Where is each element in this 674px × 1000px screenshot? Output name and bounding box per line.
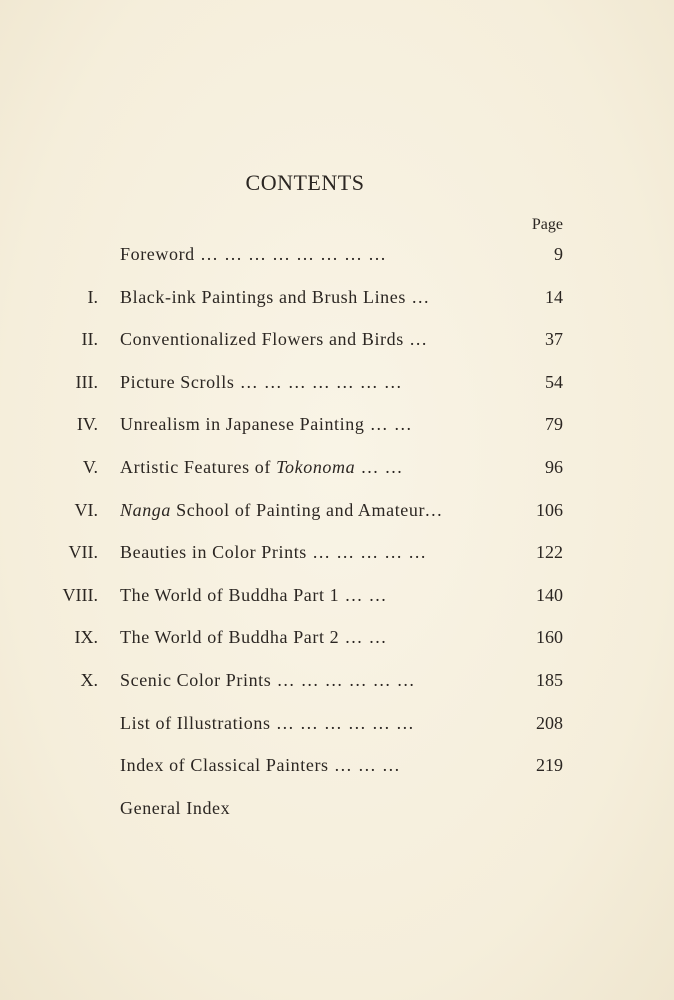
dot-leaders: ... ... ... ... ... ... ... xyxy=(234,371,403,392)
toc-entry xyxy=(0,582,674,608)
toc-entry xyxy=(0,326,674,352)
title-part: Picture Scrolls xyxy=(120,371,235,392)
chapter-number: VIII. xyxy=(62,584,98,605)
chapter-title xyxy=(120,454,520,480)
page-number: 79 xyxy=(545,414,563,435)
page-number: 160 xyxy=(536,627,563,648)
page-number: 208 xyxy=(536,712,563,733)
page-number: 37 xyxy=(545,329,563,350)
title-part: Artistic Features of xyxy=(120,457,277,477)
chapter-number: I. xyxy=(87,286,98,307)
toc-entry xyxy=(0,752,674,778)
chapter-title xyxy=(120,582,520,608)
title-part: General Index xyxy=(120,797,231,818)
toc-entry xyxy=(0,667,674,693)
title-part: Black-ink Paintings and Brush Lines xyxy=(120,286,406,307)
chapter-title xyxy=(120,539,520,565)
page-title: CONTENTS xyxy=(245,170,365,195)
dot-leaders: ... ... ... ... ... ... xyxy=(270,712,415,733)
page-number: 54 xyxy=(545,371,563,392)
italic-title-part: Nanga xyxy=(120,499,172,520)
page-number: 14 xyxy=(545,286,563,307)
chapter-title xyxy=(120,795,520,821)
chapter-title xyxy=(120,497,520,523)
dot-leaders: ... ... xyxy=(364,414,413,435)
title-part: Foreword xyxy=(120,244,195,264)
chapter-title xyxy=(120,326,520,352)
page-number: 106 xyxy=(536,499,563,520)
page-number: 219 xyxy=(536,755,563,776)
page-column-label: Page xyxy=(531,216,563,233)
dot-leaders: ... xyxy=(425,499,444,520)
page-number: 185 xyxy=(536,670,563,690)
title-part: List of Illustrations xyxy=(120,712,271,733)
title-part: The World of Buddha Part 1 xyxy=(120,584,340,605)
dot-leaders: ... ... ... ... ... xyxy=(306,542,427,563)
chapter-title xyxy=(120,411,520,437)
title-part: Scenic Color Prints xyxy=(120,670,272,690)
title-part: Conventionalized Flowers and Birds xyxy=(120,329,404,350)
chapter-title xyxy=(120,667,520,693)
page-number: 140 xyxy=(536,584,563,605)
toc-entry xyxy=(0,497,674,523)
chapter-number: II. xyxy=(81,329,98,350)
chapter-title xyxy=(120,624,520,650)
chapter-number: III. xyxy=(75,371,98,392)
chapter-number: X. xyxy=(80,670,98,690)
chapter-number: V. xyxy=(82,457,98,477)
dot-leaders: ... ... ... ... ... ... xyxy=(271,670,416,690)
toc-entry xyxy=(0,284,674,310)
title-part: Index of Classical Painters xyxy=(120,755,329,776)
chapter-number: VII. xyxy=(68,542,98,563)
dot-leaders: ... ... xyxy=(339,584,388,605)
chapter-title xyxy=(120,710,520,736)
dot-leaders: ... ... ... xyxy=(328,755,401,776)
dot-leaders: ... ... xyxy=(355,457,404,477)
dot-leaders: ... xyxy=(405,286,430,307)
toc-entry xyxy=(0,241,674,267)
chapter-title xyxy=(120,752,520,778)
toc-entry xyxy=(0,624,674,650)
chapter-number: IX. xyxy=(74,627,98,648)
title-part: School of Painting and Amateur xyxy=(171,499,426,520)
title-part: Beauties in Color Prints xyxy=(120,542,307,563)
chapter-title xyxy=(120,284,520,310)
dot-leaders: ... ... xyxy=(339,627,388,648)
page-number: 9 xyxy=(554,244,563,264)
toc-entry xyxy=(0,369,674,395)
page-number: 122 xyxy=(536,542,563,563)
title-part: The World of Buddha Part 2 xyxy=(120,627,340,648)
page-number: 96 xyxy=(545,457,563,477)
toc-entry xyxy=(0,710,674,736)
chapter-number: IV. xyxy=(76,414,98,435)
dot-leaders: ... ... ... ... ... ... ... ... xyxy=(194,244,387,264)
italic-title-part: Tokonoma xyxy=(276,457,356,477)
dot-leaders: ... xyxy=(403,329,428,350)
toc-entry xyxy=(0,795,674,821)
toc-entry xyxy=(0,411,674,437)
chapter-title xyxy=(120,369,520,395)
chapter-number: VI. xyxy=(74,499,98,520)
toc-entry xyxy=(0,454,674,480)
toc-entry xyxy=(0,539,674,565)
title-part: Unrealism in Japanese Painting xyxy=(120,414,365,435)
chapter-title xyxy=(120,241,520,267)
